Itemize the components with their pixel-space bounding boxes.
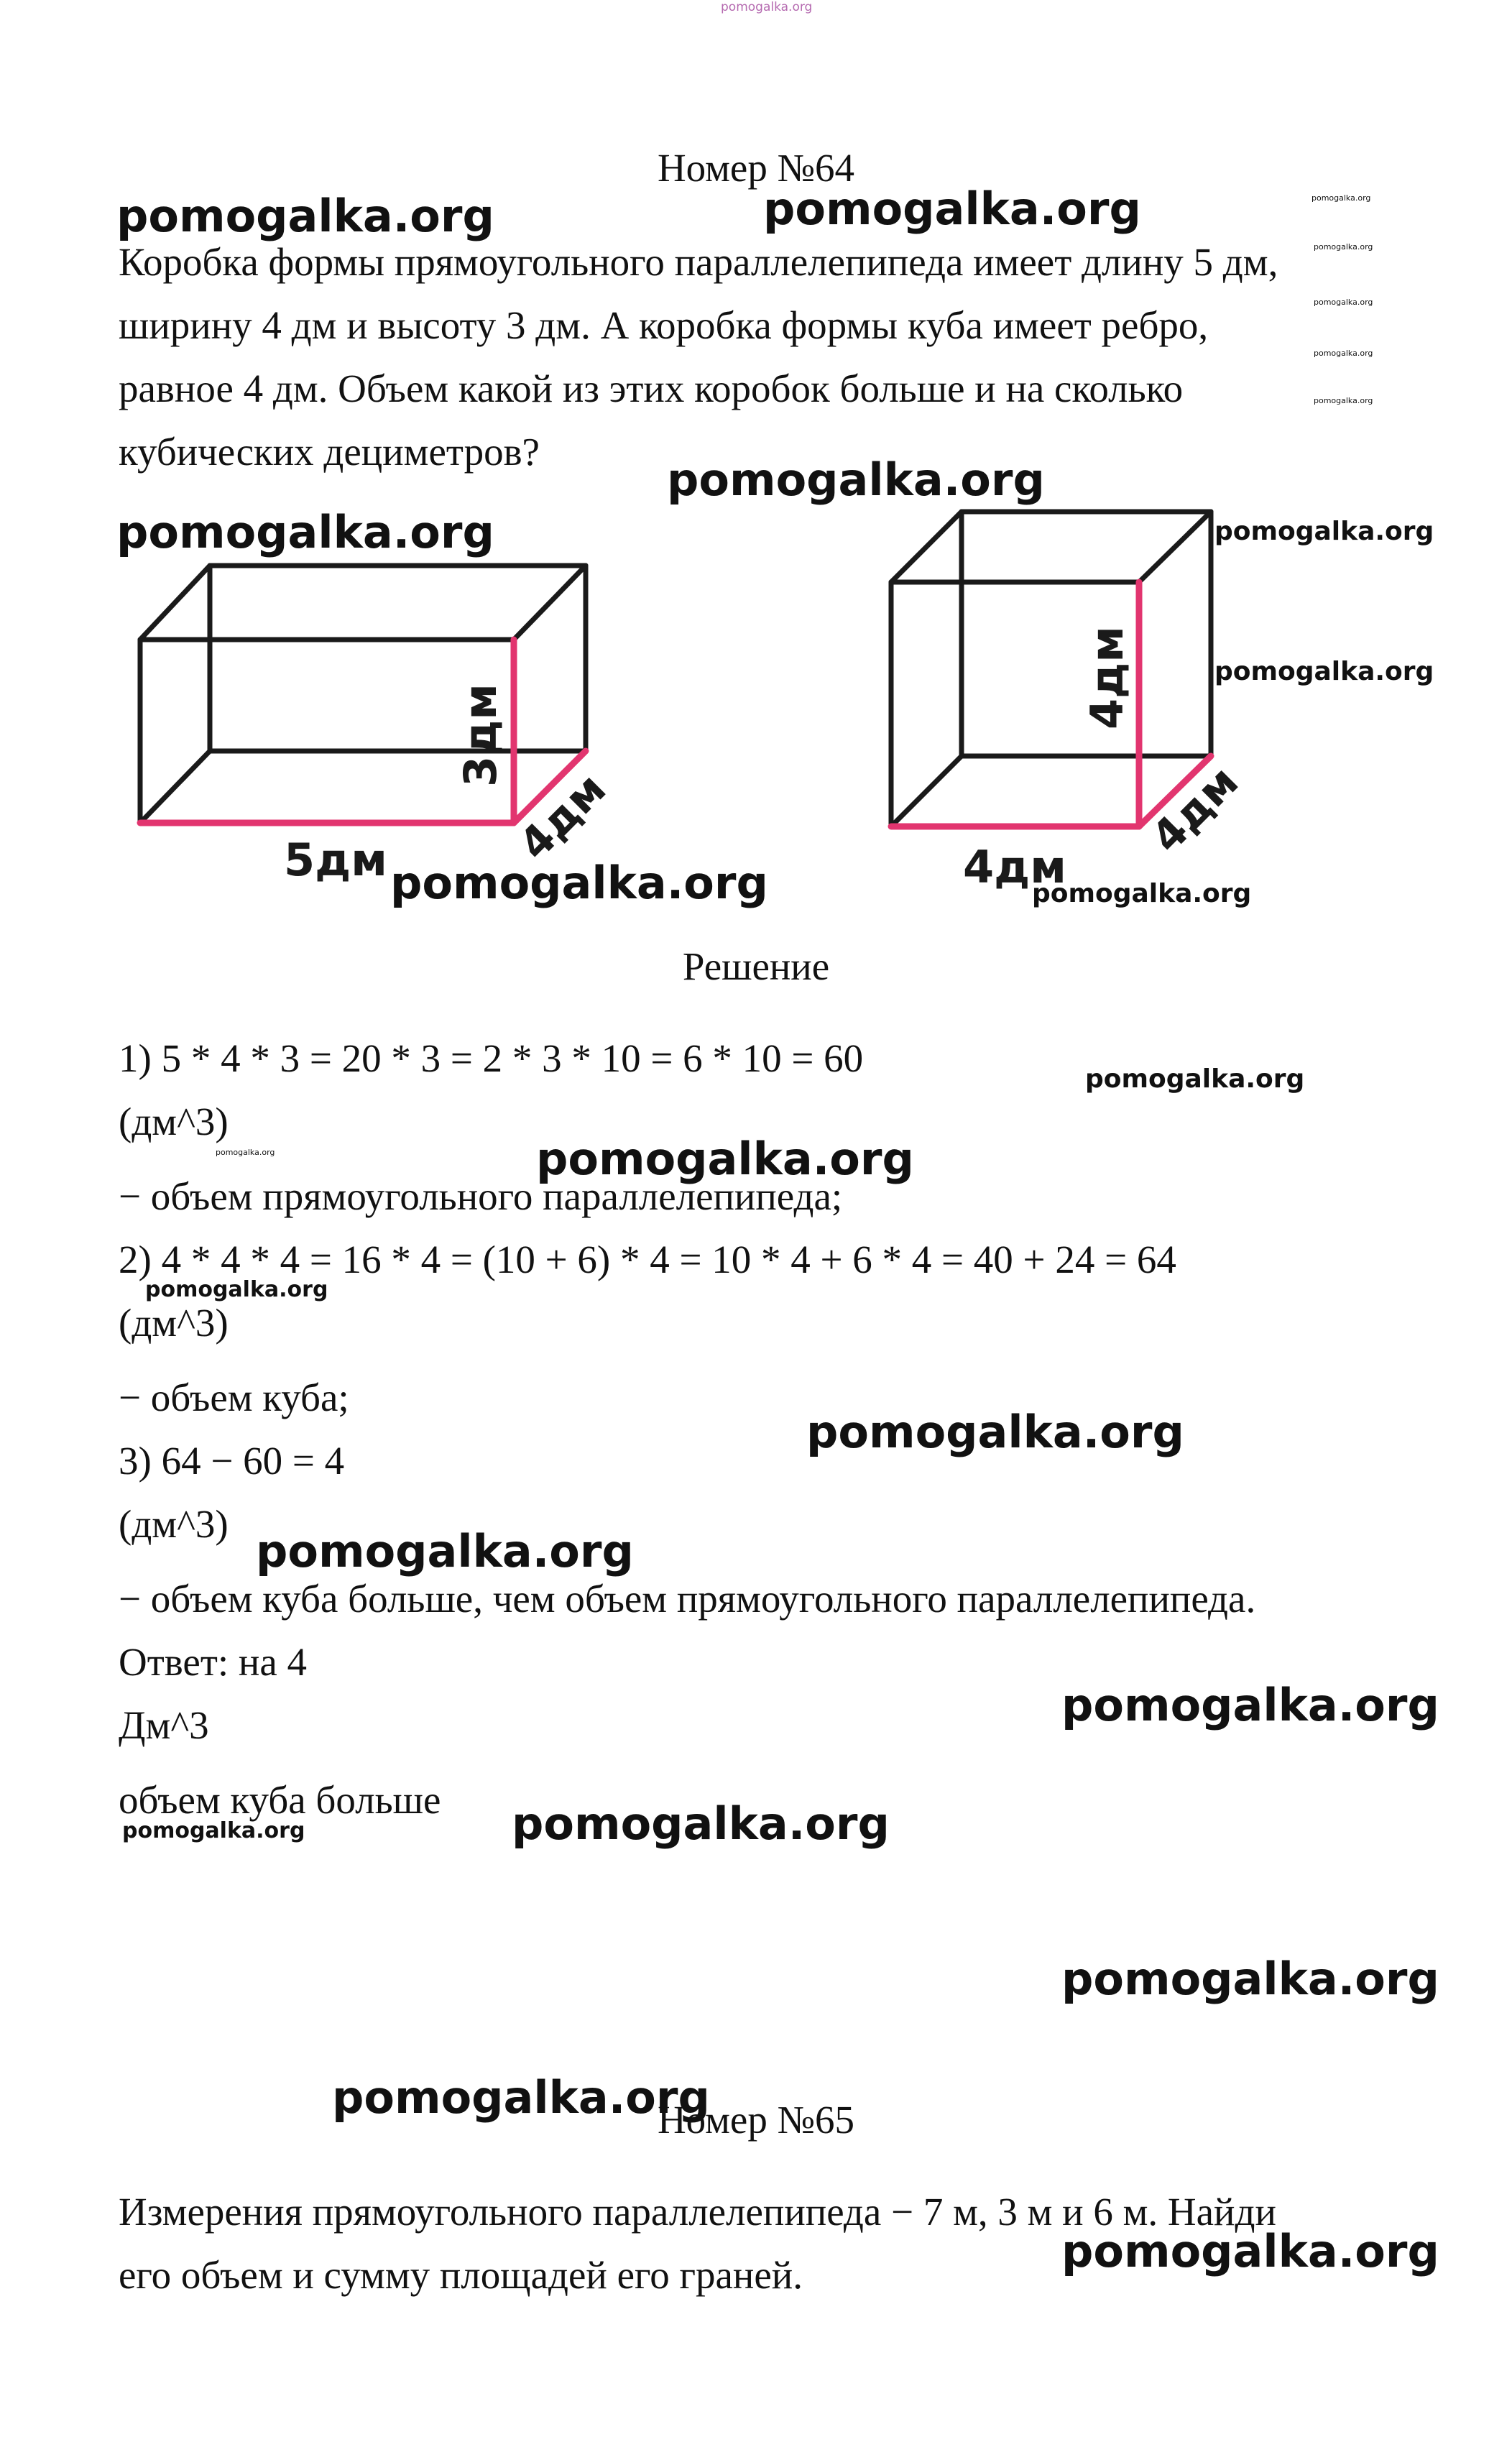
solution-line: (дм^3) — [119, 1100, 229, 1143]
solution-line: (дм^3) — [119, 1301, 229, 1345]
watermark: pomogalka.org — [116, 506, 494, 558]
watermark: pomogalka.org — [116, 190, 494, 242]
problem65-line: Измерения прямоугольного параллелепипеда − 7 м, 3 м и 6 м. Найди — [119, 2190, 1276, 2234]
box-edge — [514, 566, 586, 640]
box-length-label: 5дм — [284, 834, 387, 886]
box-edge — [140, 566, 210, 640]
watermark: pomogalka.org — [512, 1797, 890, 1850]
box-hidden-edge — [140, 751, 210, 823]
solution-line: 3) 64 − 60 = 4 — [119, 1439, 345, 1483]
solution-line: − объем куба больше, чем объем прямоугольного параллелепипеда. — [119, 1577, 1256, 1621]
solution-line: (дм^3) — [119, 1502, 229, 1546]
answer-line: объем куба больше — [119, 1778, 441, 1822]
watermark: pomogalka.org — [1085, 1064, 1305, 1094]
watermark: pomogalka.org — [1314, 396, 1373, 405]
watermark: pomogalka.org — [806, 1406, 1184, 1458]
problem64-line: ширину 4 дм и высоту 3 дм. А коробка формы куба имеет ребро, — [119, 303, 1209, 347]
solution-line: − объем прямоугольного параллелепипеда; — [119, 1174, 843, 1218]
problem65-line: его объем и сумму площадей его граней. — [119, 2253, 803, 2297]
watermark: pomogalka.org — [536, 1133, 914, 1185]
watermark: pomogalka.org — [1314, 349, 1373, 358]
solution-line: − объем куба; — [119, 1376, 349, 1419]
box-height-label: 3дм — [454, 683, 507, 787]
watermark: pomogalka.org — [122, 1818, 305, 1843]
solution-line: 1) 5 * 4 * 3 = 20 * 3 = 2 * 3 * 10 = 6 * 10 = 60 — [119, 1036, 864, 1080]
solution-line: 2) 4 * 4 * 4 = 16 * 4 = (10 + 6) * 4 = 10 * 4 + 6 * 4 = 40 + 24 = 64 — [119, 1238, 1176, 1281]
watermark: pomogalka.org — [1061, 1953, 1439, 2005]
watermark: pomogalka.org — [1214, 657, 1434, 686]
watermark: pomogalka.org — [145, 1277, 328, 1302]
problem64-line: равное 4 дм. Объем какой из этих коробок больше и на сколько — [119, 367, 1184, 410]
watermark: pomogalka.org — [1214, 517, 1434, 546]
watermark: pomogalka.org — [1312, 193, 1371, 203]
watermark: pomogalka.org — [1314, 242, 1373, 252]
answer-line: Ответ: на 4 — [119, 1640, 307, 1684]
problem64-line: кубических дециметров? — [119, 430, 540, 474]
answer-line: Дм^3 — [119, 1703, 209, 1747]
cube-hidden-edge — [891, 756, 962, 826]
cube-edge — [1139, 512, 1211, 582]
watermark: pomogalka.org — [763, 183, 1141, 235]
problem65-title: Номер №65 — [657, 2098, 855, 2142]
problem64-title: Номер №64 — [657, 146, 855, 190]
watermark: pomogalka.org — [1032, 879, 1252, 908]
cube-length-label: 4дм — [963, 841, 1066, 893]
watermark: pomogalka.org — [256, 1525, 634, 1577]
watermark-top: pomogalka.org — [721, 0, 813, 14]
solution-title: Решение — [682, 944, 830, 988]
cube-figure — [870, 496, 1272, 898]
watermark: pomogalka.org — [1061, 1679, 1439, 1731]
cube-edge — [891, 512, 962, 582]
watermark: pomogalka.org — [1061, 2225, 1439, 2277]
watermark: pomogalka.org — [216, 1148, 275, 1157]
cube-height-label: 4дм — [1081, 626, 1133, 729]
box-width-label: 4дм — [510, 763, 617, 870]
watermark: pomogalka.org — [390, 857, 768, 909]
watermark: pomogalka.org — [1314, 298, 1373, 307]
box-figure — [122, 546, 640, 906]
watermark: pomogalka.org — [667, 453, 1045, 506]
cube-width-label: 4дм — [1142, 756, 1249, 863]
problem64-line: Коробка формы прямоугольного параллелепипеда имеет длину 5 дм, — [119, 240, 1278, 284]
watermark: pomogalka.org — [332, 2071, 710, 2124]
